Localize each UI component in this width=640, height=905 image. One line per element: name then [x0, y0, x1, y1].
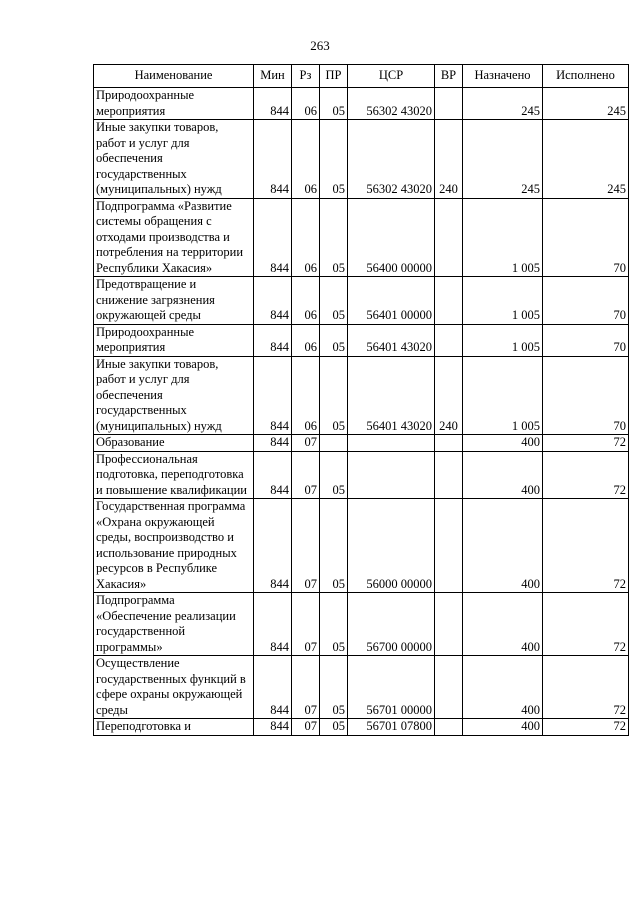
row-pr: 05: [320, 719, 348, 736]
row-name: Подпрограмма «Обеспечение реализации государственной программы»: [94, 593, 254, 656]
table-row: [94, 277, 629, 325]
row-name: Иные закупки товаров, работ и услуг для обеспечения государственных (муниципальных) нужд: [94, 120, 254, 199]
row-pr: [320, 435, 348, 452]
table-row: [94, 88, 629, 120]
row-assigned: 400: [463, 451, 543, 499]
row-min: 844: [254, 451, 292, 499]
row-pr: 05: [320, 593, 348, 656]
row-assigned: 1 005: [463, 277, 543, 325]
page-number: 263: [310, 38, 330, 53]
row-executed: 70: [543, 198, 629, 277]
row-assigned: 245: [463, 120, 543, 199]
row-pr: 05: [320, 120, 348, 199]
row-pr: 05: [320, 356, 348, 435]
row-vr: [435, 435, 463, 452]
row-csr: 56400 00000: [348, 198, 435, 277]
row-executed: 70: [543, 277, 629, 325]
row-vr: [435, 88, 463, 120]
row-rz: 07: [292, 656, 320, 719]
row-rz: 06: [292, 88, 320, 120]
row-csr: 56701 07800: [348, 719, 435, 736]
row-vr: [435, 451, 463, 499]
row-min: 844: [254, 435, 292, 452]
row-vr: [435, 499, 463, 593]
row-min: 844: [254, 656, 292, 719]
row-executed: 245: [543, 88, 629, 120]
row-min: 844: [254, 324, 292, 356]
header-name: Наименование: [94, 65, 254, 88]
table-row: [94, 198, 629, 277]
row-csr: [348, 435, 435, 452]
row-min: 844: [254, 719, 292, 736]
row-vr: 240: [435, 356, 463, 435]
row-rz: 07: [292, 435, 320, 452]
header-vr: ВР: [435, 65, 463, 88]
table-header-row: [94, 65, 629, 88]
row-executed: 245: [543, 120, 629, 199]
table-row: [94, 719, 629, 736]
row-min: 844: [254, 593, 292, 656]
row-rz: 07: [292, 451, 320, 499]
table-row: [94, 451, 629, 499]
row-pr: 05: [320, 324, 348, 356]
row-assigned: 400: [463, 593, 543, 656]
row-name: Природоохранные мероприятия: [94, 324, 254, 356]
row-name: Профессиональная подготовка, переподготовка и повышение квалификации: [94, 451, 254, 499]
row-vr: [435, 324, 463, 356]
table-row: [94, 656, 629, 719]
row-vr: [435, 719, 463, 736]
row-pr: 05: [320, 451, 348, 499]
row-name: Образование: [94, 435, 254, 452]
row-csr: 56401 43020: [348, 324, 435, 356]
row-rz: 06: [292, 277, 320, 325]
header-executed: Исполнено: [543, 65, 629, 88]
row-name: Осуществление государственных функций в сфере охраны окружающей среды: [94, 656, 254, 719]
row-rz: 06: [292, 324, 320, 356]
row-pr: 05: [320, 88, 348, 120]
row-assigned: 400: [463, 656, 543, 719]
row-name: Переподготовка и: [94, 719, 254, 736]
row-min: 844: [254, 120, 292, 199]
row-rz: 07: [292, 593, 320, 656]
row-assigned: 400: [463, 719, 543, 736]
row-pr: 05: [320, 198, 348, 277]
row-csr: [348, 451, 435, 499]
table-row: [94, 435, 629, 452]
table-row: [94, 120, 629, 199]
row-vr: 240: [435, 120, 463, 199]
row-assigned: 1 005: [463, 198, 543, 277]
row-assigned: 1 005: [463, 324, 543, 356]
row-csr: 56701 00000: [348, 656, 435, 719]
row-csr: 56302 43020: [348, 88, 435, 120]
row-csr: 56302 43020: [348, 120, 435, 199]
row-rz: 06: [292, 198, 320, 277]
row-assigned: 1 005: [463, 356, 543, 435]
table-row: [94, 499, 629, 593]
header-min: Мин: [254, 65, 292, 88]
row-name: Подпрограмма «Развитие системы обращения с отходами производства и потребления на территории Республики Хакасия»: [94, 198, 254, 277]
row-executed: 72: [543, 593, 629, 656]
row-pr: 05: [320, 277, 348, 325]
row-csr: 56401 00000: [348, 277, 435, 325]
row-rz: 06: [292, 356, 320, 435]
row-vr: [435, 277, 463, 325]
row-min: 844: [254, 198, 292, 277]
row-csr: 56700 00000: [348, 593, 435, 656]
row-executed: 72: [543, 656, 629, 719]
row-executed: 72: [543, 499, 629, 593]
budget-table: [93, 64, 629, 736]
table-row: [94, 356, 629, 435]
row-pr: 05: [320, 656, 348, 719]
row-name: Предотвращение и снижение загрязнения окружающей среды: [94, 277, 254, 325]
row-rz: 07: [292, 499, 320, 593]
row-vr: [435, 198, 463, 277]
row-assigned: 400: [463, 435, 543, 452]
row-executed: 70: [543, 324, 629, 356]
row-csr: 56401 43020: [348, 356, 435, 435]
header-assigned: Назначено: [463, 65, 543, 88]
row-min: 844: [254, 356, 292, 435]
row-executed: 72: [543, 719, 629, 736]
row-min: 844: [254, 88, 292, 120]
row-name: Государственная программа «Охрана окружающей среды, воспроизводство и использование природных ресурсов в Республике Хакасия»: [94, 499, 254, 593]
header-csr: ЦСР: [348, 65, 435, 88]
row-assigned: 245: [463, 88, 543, 120]
row-min: 844: [254, 277, 292, 325]
row-assigned: 400: [463, 499, 543, 593]
row-vr: [435, 593, 463, 656]
table-row: [94, 324, 629, 356]
row-csr: 56000 00000: [348, 499, 435, 593]
row-executed: 72: [543, 451, 629, 499]
row-pr: 05: [320, 499, 348, 593]
row-rz: 07: [292, 719, 320, 736]
row-executed: 72: [543, 435, 629, 452]
row-name: Природоохранные мероприятия: [94, 88, 254, 120]
row-executed: 70: [543, 356, 629, 435]
row-min: 844: [254, 499, 292, 593]
row-rz: 06: [292, 120, 320, 199]
header-pr: ПР: [320, 65, 348, 88]
header-rz: Рз: [292, 65, 320, 88]
table-row: [94, 593, 629, 656]
row-vr: [435, 656, 463, 719]
row-name: Иные закупки товаров, работ и услуг для обеспечения государственных (муниципальных) нужд: [94, 356, 254, 435]
